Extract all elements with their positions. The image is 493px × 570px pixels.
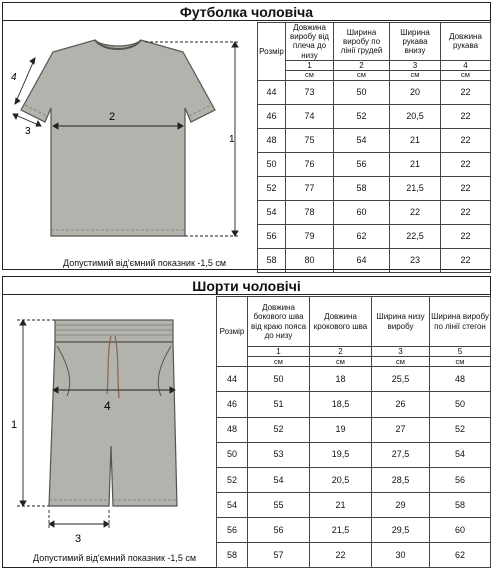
shorts-marker-1: 1 (11, 419, 18, 431)
tshirt-unit: см (441, 70, 491, 80)
shorts-header-inseam: Довжина крокового шва (310, 297, 372, 347)
tshirt-value-cell: 73 (286, 80, 334, 104)
shorts-value-cell: 50 (430, 392, 491, 417)
shorts-col-number: 3 (372, 347, 430, 357)
shorts-value-cell: 19 (310, 417, 372, 442)
tshirt-size-cell: 44 (258, 80, 286, 104)
tshirt-unit: см (390, 70, 441, 80)
shorts-table-row (217, 367, 491, 392)
shorts-value-cell: 18 (310, 367, 372, 392)
tshirt-header-chest: Ширина виробу по лінії грудей (334, 23, 390, 61)
shorts-value-cell: 50 (248, 367, 310, 392)
shorts-col-number: 2 (310, 347, 372, 357)
shorts-header-size: Розмір (217, 297, 248, 367)
tshirt-value-cell: 22 (441, 104, 491, 128)
tshirt-table-header-row (258, 23, 491, 61)
tshirt-marker-2: 2 (109, 111, 116, 123)
tshirt-marker-3: 3 (25, 126, 31, 137)
shorts-unit: см (248, 357, 310, 367)
shorts-value-cell: 28,5 (372, 467, 430, 492)
tshirt-col-number: 4 (441, 60, 491, 70)
tshirt-header-sleeve-length: Довжина рукава (441, 23, 491, 61)
tshirt-value-cell: 20 (390, 80, 441, 104)
tshirt-table-row (258, 176, 491, 200)
shorts-table-row (217, 517, 491, 542)
shorts-col-number: 5 (430, 347, 491, 357)
shorts-header-side-length: Довжина бокового шва від краю пояса до низу (248, 297, 310, 347)
tshirt-value-cell: 20,5 (390, 104, 441, 128)
shorts-table-row (217, 492, 491, 517)
shorts-size-cell: 52 (217, 467, 248, 492)
tshirt-size-cell: 48 (258, 128, 286, 152)
shorts-value-cell: 57 (248, 542, 310, 567)
shorts-unit: см (310, 357, 372, 367)
shorts-value-cell: 52 (248, 417, 310, 442)
tshirt-value-cell: 21 (390, 152, 441, 176)
shorts-size-cell: 44 (217, 367, 248, 392)
tshirt-table-row (258, 80, 491, 104)
shorts-diagram (3, 296, 215, 568)
tshirt-size-cell: 50 (258, 152, 286, 176)
tshirt-value-cell: 58 (334, 176, 390, 200)
shorts-value-cell: 54 (430, 442, 491, 467)
shorts-table-row (217, 467, 491, 492)
tshirt-table-number-row (258, 60, 491, 70)
shorts-value-cell: 27,5 (372, 442, 430, 467)
shorts-value-cell: 53 (248, 442, 310, 467)
shorts-marker-4: 4 (104, 399, 111, 413)
shorts-unit: см (430, 357, 491, 367)
shorts-table-row (217, 542, 491, 567)
shorts-table-row (217, 442, 491, 467)
tshirt-col-number: 2 (334, 60, 390, 70)
shorts-title: Шорти чоловічі (3, 277, 490, 295)
shorts-size-cell: 56 (217, 517, 248, 542)
shorts-value-cell: 51 (248, 392, 310, 417)
tshirt-size-section (2, 2, 491, 270)
shorts-value-cell: 55 (248, 492, 310, 517)
shorts-tolerance-note: Допустимий від'ємний показник -1,5 см (33, 553, 197, 563)
shorts-value-cell: 29,5 (372, 517, 430, 542)
shorts-value-cell: 54 (248, 467, 310, 492)
tshirt-unit: см (334, 70, 390, 80)
shorts-size-table (216, 296, 491, 568)
tshirt-header-size: Розмір (258, 23, 286, 81)
tshirt-value-cell: 77 (286, 176, 334, 200)
tshirt-table-row (258, 200, 491, 224)
shorts-table-number-row (217, 347, 491, 357)
shorts-value-cell: 56 (430, 467, 491, 492)
tshirt-value-cell: 75 (286, 128, 334, 152)
tshirt-value-cell: 21,5 (390, 176, 441, 200)
shorts-size-cell: 48 (217, 417, 248, 442)
shorts-value-cell: 20,5 (310, 467, 372, 492)
tshirt-value-cell: 22 (441, 176, 491, 200)
tshirt-value-cell: 52 (334, 104, 390, 128)
tshirt-value-cell: 60 (334, 200, 390, 224)
tshirt-size-cell: 56 (258, 224, 286, 248)
shorts-header-leg-width: Ширина низу виробу (372, 297, 430, 347)
tshirt-value-cell: 23 (390, 248, 441, 272)
tshirt-value-cell: 22 (441, 248, 491, 272)
tshirt-header-length: Довжина виробу від плеча до низу (286, 23, 334, 61)
tshirt-value-cell: 54 (334, 128, 390, 152)
shorts-value-cell: 22 (310, 542, 372, 567)
tshirt-value-cell: 64 (334, 248, 390, 272)
shorts-value-cell: 21 (310, 492, 372, 517)
tshirt-value-cell: 79 (286, 224, 334, 248)
tshirt-value-cell: 22 (441, 152, 491, 176)
tshirt-value-cell: 80 (286, 248, 334, 272)
tshirt-table-row (258, 248, 491, 272)
shorts-value-cell: 21,5 (310, 517, 372, 542)
tshirt-diagram (3, 22, 255, 270)
tshirt-table-unit-row (258, 70, 491, 80)
shorts-value-cell: 18,5 (310, 392, 372, 417)
tshirt-col-number: 3 (390, 60, 441, 70)
tshirt-marker-4: 4 (11, 72, 17, 83)
shorts-value-cell: 26 (372, 392, 430, 417)
tshirt-value-cell: 62 (334, 224, 390, 248)
tshirt-value-cell: 22,5 (390, 224, 441, 248)
shorts-col-number: 1 (248, 347, 310, 357)
shorts-value-cell: 60 (430, 517, 491, 542)
tshirt-title: Футболка чоловіча (3, 3, 490, 21)
tshirt-shape (21, 40, 215, 236)
shorts-value-cell: 19,5 (310, 442, 372, 467)
tshirt-value-cell: 56 (334, 152, 390, 176)
shorts-value-cell: 25,5 (372, 367, 430, 392)
tshirt-value-cell: 22 (441, 200, 491, 224)
shorts-size-cell: 46 (217, 392, 248, 417)
tshirt-col-number: 1 (286, 60, 334, 70)
tshirt-value-cell: 50 (334, 80, 390, 104)
tshirt-size-cell: 52 (258, 176, 286, 200)
tshirt-table-row (258, 104, 491, 128)
tshirt-table-row (258, 152, 491, 176)
tshirt-size-table (257, 22, 491, 273)
shorts-value-cell: 29 (372, 492, 430, 517)
tshirt-table-row (258, 128, 491, 152)
tshirt-value-cell: 21 (390, 128, 441, 152)
tshirt-size-cell: 46 (258, 104, 286, 128)
shorts-header-hip-width: Ширина виробу по лінії стегон (430, 297, 491, 347)
tshirt-value-cell: 76 (286, 152, 334, 176)
shorts-value-cell: 56 (248, 517, 310, 542)
tshirt-value-cell: 22 (441, 128, 491, 152)
tshirt-value-cell: 22 (441, 224, 491, 248)
shorts-table-unit-row (217, 357, 491, 367)
tshirt-table-row (258, 224, 491, 248)
tshirt-value-cell: 22 (390, 200, 441, 224)
shorts-table-row (217, 392, 491, 417)
shorts-shape (49, 342, 177, 506)
tshirt-size-cell: 58 (258, 248, 286, 272)
shorts-size-section (2, 276, 491, 568)
shorts-value-cell: 27 (372, 417, 430, 442)
shorts-value-cell: 48 (430, 367, 491, 392)
tshirt-value-cell: 74 (286, 104, 334, 128)
shorts-value-cell: 52 (430, 417, 491, 442)
shorts-waistband (55, 320, 173, 342)
shorts-dimension-length (17, 320, 55, 506)
tshirt-value-cell: 78 (286, 200, 334, 224)
shorts-size-cell: 58 (217, 542, 248, 567)
tshirt-size-cell: 54 (258, 200, 286, 224)
shorts-unit: см (372, 357, 430, 367)
shorts-value-cell: 62 (430, 542, 491, 567)
tshirt-value-cell: 22 (441, 80, 491, 104)
shorts-value-cell: 30 (372, 542, 430, 567)
shorts-dimension-leg-width (49, 510, 109, 528)
shorts-table-header-row (217, 297, 491, 347)
tshirt-tolerance-note: Допустимий від'ємний показник -1,5 см (63, 258, 227, 268)
shorts-size-cell: 54 (217, 492, 248, 517)
tshirt-header-sleeve-width: Ширина рукава внизу (390, 23, 441, 61)
tshirt-unit: см (286, 70, 334, 80)
shorts-marker-3: 3 (75, 533, 82, 545)
shorts-size-cell: 50 (217, 442, 248, 467)
shorts-value-cell: 58 (430, 492, 491, 517)
shorts-table-row (217, 417, 491, 442)
tshirt-marker-1: 1 (229, 134, 235, 145)
